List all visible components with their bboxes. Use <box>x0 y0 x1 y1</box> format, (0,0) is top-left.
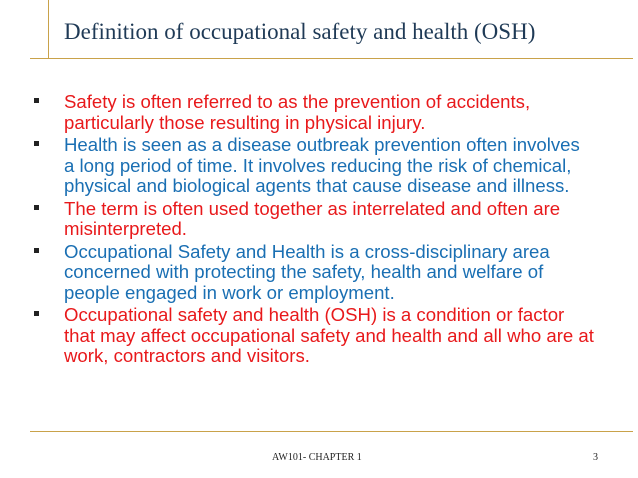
title-underline-rule <box>30 58 633 59</box>
bullet-square-icon <box>34 98 39 103</box>
bullet-square-icon <box>34 141 39 146</box>
bullet-item <box>34 135 594 197</box>
title-vertical-rule <box>48 0 49 58</box>
bullet-text: Safety is often referred to as the prevention of accidents, particularly those resulting in physical injury. <box>64 91 531 133</box>
bullet-list <box>34 92 594 369</box>
bullet-item <box>34 242 594 304</box>
bullet-text: Occupational Safety and Health is a cross-disciplinary area concerned with protecting the safety, health and welfare of people engaged in work or employment. <box>64 240 550 303</box>
page-number: 3 <box>593 452 598 463</box>
page-title: Definition of occupational safety and health (OSH) <box>64 19 536 44</box>
bullet-square-icon <box>34 248 39 253</box>
bullet-square-icon <box>34 311 39 316</box>
footer-text: AW101- CHAPTER 1 <box>272 452 362 463</box>
bullet-text: Occupational safety and health (OSH) is a condition or factor that may affect occupational safety and health and all who are at work, contractors and visitors. <box>64 304 594 366</box>
bullet-item <box>34 92 594 133</box>
bullet-text: Health is seen as a disease outbreak prevention often involves a long period of time. It involves reducing the risk of chemical, physical and biological agents that cause disease and illness. <box>64 134 580 196</box>
bullet-text: The term is often used together as interrelated and often are misinterpreted. <box>64 197 561 239</box>
bullet-item <box>34 305 594 367</box>
bullet-item <box>34 199 594 240</box>
footer-rule <box>30 431 633 432</box>
bullet-square-icon <box>34 205 39 210</box>
